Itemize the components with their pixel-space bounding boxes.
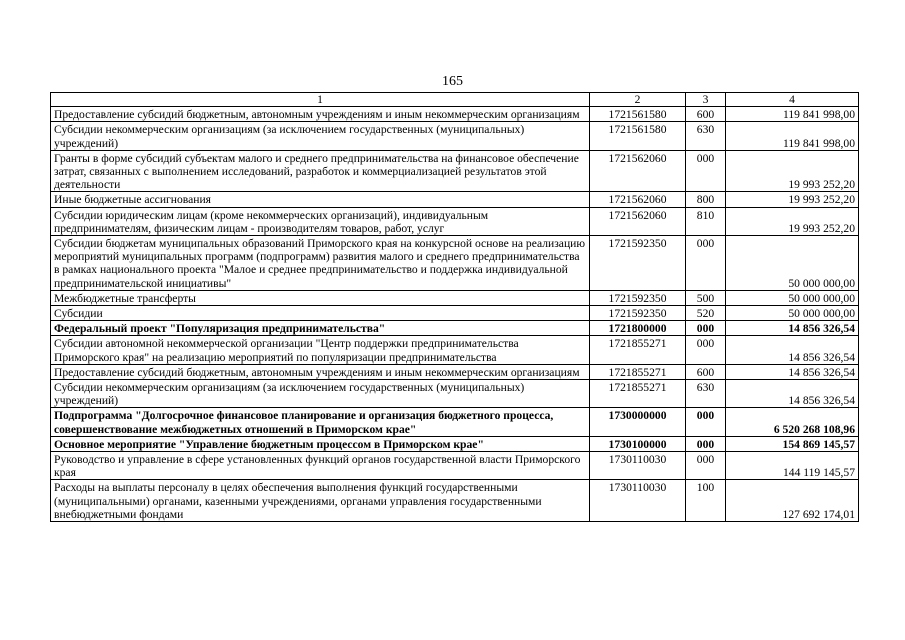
table-row: [51, 480, 859, 522]
row-name-cell: Федеральный проект "Популяризация предпринимательства": [51, 321, 590, 336]
row-code-cell: 1721800000: [590, 321, 686, 336]
row-type-cell: 000: [686, 236, 726, 291]
budget-table: [50, 92, 859, 522]
row-code-cell: 1721561580: [590, 107, 686, 122]
row-amount-cell: 19 993 252,20: [726, 150, 859, 192]
table-row: [51, 290, 859, 305]
row-code-cell: 1730110030: [590, 452, 686, 480]
row-amount-cell: 19 993 252,20: [726, 207, 859, 235]
row-name-cell: Межбюджетные трансферты: [51, 290, 590, 305]
table-row: [51, 321, 859, 336]
row-name-cell: Основное мероприятие "Управление бюджетным процессом в Приморском крае": [51, 436, 590, 451]
row-amount-cell: 154 869 145,57: [726, 436, 859, 451]
row-type-cell: 520: [686, 306, 726, 321]
row-type-cell: 000: [686, 321, 726, 336]
row-type-cell: 630: [686, 122, 726, 150]
row-type-cell: 810: [686, 207, 726, 235]
row-type-cell: 600: [686, 364, 726, 379]
row-code-cell: 1721592350: [590, 290, 686, 305]
row-amount-cell: 14 856 326,54: [726, 336, 859, 364]
row-type-cell: 000: [686, 336, 726, 364]
row-name-cell: Субсидии бюджетам муниципальных образований Приморского края на конкурсной основе на реализацию мероприятий муниципальных программ (подпрограмм) развития малого и среднего предпринимательства в рамках национального проекта "Малое и среднее предпринимательство и поддержка индивидуальной предпринимательской инициативы": [51, 236, 590, 291]
table-row: [51, 207, 859, 235]
row-type-cell: 000: [686, 150, 726, 192]
row-amount-cell: 119 841 998,00: [726, 122, 859, 150]
row-code-cell: 1721592350: [590, 236, 686, 291]
row-type-cell: 000: [686, 452, 726, 480]
row-name-cell: Предоставление субсидий бюджетным, автономным учреждениям и иным некоммерческим организациям: [51, 107, 590, 122]
row-amount-cell: 14 856 326,54: [726, 380, 859, 408]
row-name-cell: Руководство и управление в сфере установленных функций органов государственной власти Приморского края: [51, 452, 590, 480]
row-name-cell: Иные бюджетные ассигнования: [51, 192, 590, 207]
row-name-cell: Расходы на выплаты персоналу в целях обеспечения выполнения функций государственными (муниципальными) органами, казенными учреждениями, органами управления государственными внебюджетными фондами: [51, 480, 590, 522]
row-code-cell: 1721562060: [590, 150, 686, 192]
row-code-cell: 1721562060: [590, 192, 686, 207]
header-col-3: 3: [686, 93, 726, 107]
table-row: [51, 236, 859, 291]
row-code-cell: 1721561580: [590, 122, 686, 150]
table-row: [51, 192, 859, 207]
row-type-cell: 000: [686, 436, 726, 451]
table-row: [51, 408, 859, 436]
table-header-row: [51, 93, 859, 107]
row-type-cell: 800: [686, 192, 726, 207]
row-amount-cell: 119 841 998,00: [726, 107, 859, 122]
row-code-cell: 1721592350: [590, 306, 686, 321]
row-amount-cell: 19 993 252,20: [726, 192, 859, 207]
row-type-cell: 630: [686, 380, 726, 408]
page-number: 165: [442, 74, 463, 89]
header-col-2: 2: [590, 93, 686, 107]
row-name-cell: Подпрограмма "Долгосрочное финансовое планирование и организация бюджетного процесса, совершенствование межбюджетных отношений в Приморском крае": [51, 408, 590, 436]
table-row: [51, 122, 859, 150]
row-amount-cell: 50 000 000,00: [726, 306, 859, 321]
row-name-cell: Субсидии некоммерческим организациям (за исключением государственных (муниципальных) учреждений): [51, 380, 590, 408]
header-col-1: 1: [51, 93, 590, 107]
row-code-cell: 1730100000: [590, 436, 686, 451]
row-name-cell: Субсидии автономной некоммерческой организации "Центр поддержки предпринимательства Приморского края" на реализацию мероприятий по популяризации предпринимательства: [51, 336, 590, 364]
row-code-cell: 1721855271: [590, 364, 686, 379]
row-amount-cell: 50 000 000,00: [726, 236, 859, 291]
table-row: [51, 364, 859, 379]
row-code-cell: 1721562060: [590, 207, 686, 235]
row-code-cell: 1730000000: [590, 408, 686, 436]
row-code-cell: 1730110030: [590, 480, 686, 522]
row-amount-cell: 50 000 000,00: [726, 290, 859, 305]
row-name-cell: Субсидии юридическим лицам (кроме некоммерческих организаций), индивидуальным предпринимателям, физическим лицам - производителям товаров, работ, услуг: [51, 207, 590, 235]
table-row: [51, 150, 859, 192]
row-name-cell: Субсидии: [51, 306, 590, 321]
row-amount-cell: 127 692 174,01: [726, 480, 859, 522]
row-code-cell: 1721855271: [590, 380, 686, 408]
row-name-cell: Субсидии некоммерческим организациям (за исключением государственных (муниципальных) учреждений): [51, 122, 590, 150]
row-type-cell: 600: [686, 107, 726, 122]
row-amount-cell: 14 856 326,54: [726, 321, 859, 336]
row-amount-cell: 6 520 268 108,96: [726, 408, 859, 436]
row-name-cell: Предоставление субсидий бюджетным, автономным учреждениям и иным некоммерческим организациям: [51, 364, 590, 379]
table-row: [51, 436, 859, 451]
table-row: [51, 306, 859, 321]
table-row: [51, 380, 859, 408]
row-type-cell: 100: [686, 480, 726, 522]
header-col-4: 4: [726, 93, 859, 107]
row-code-cell: 1721855271: [590, 336, 686, 364]
row-type-cell: 000: [686, 408, 726, 436]
row-amount-cell: 14 856 326,54: [726, 364, 859, 379]
row-name-cell: Гранты в форме субсидий субъектам малого и среднего предпринимательства на финансовое обеспечение затрат, связанных с выполнением исследований, разработок и коммерциализацией результатов этой деятельности: [51, 150, 590, 192]
table-row: [51, 452, 859, 480]
row-type-cell: 500: [686, 290, 726, 305]
table-row: [51, 107, 859, 122]
table-row: [51, 336, 859, 364]
row-amount-cell: 144 119 145,57: [726, 452, 859, 480]
